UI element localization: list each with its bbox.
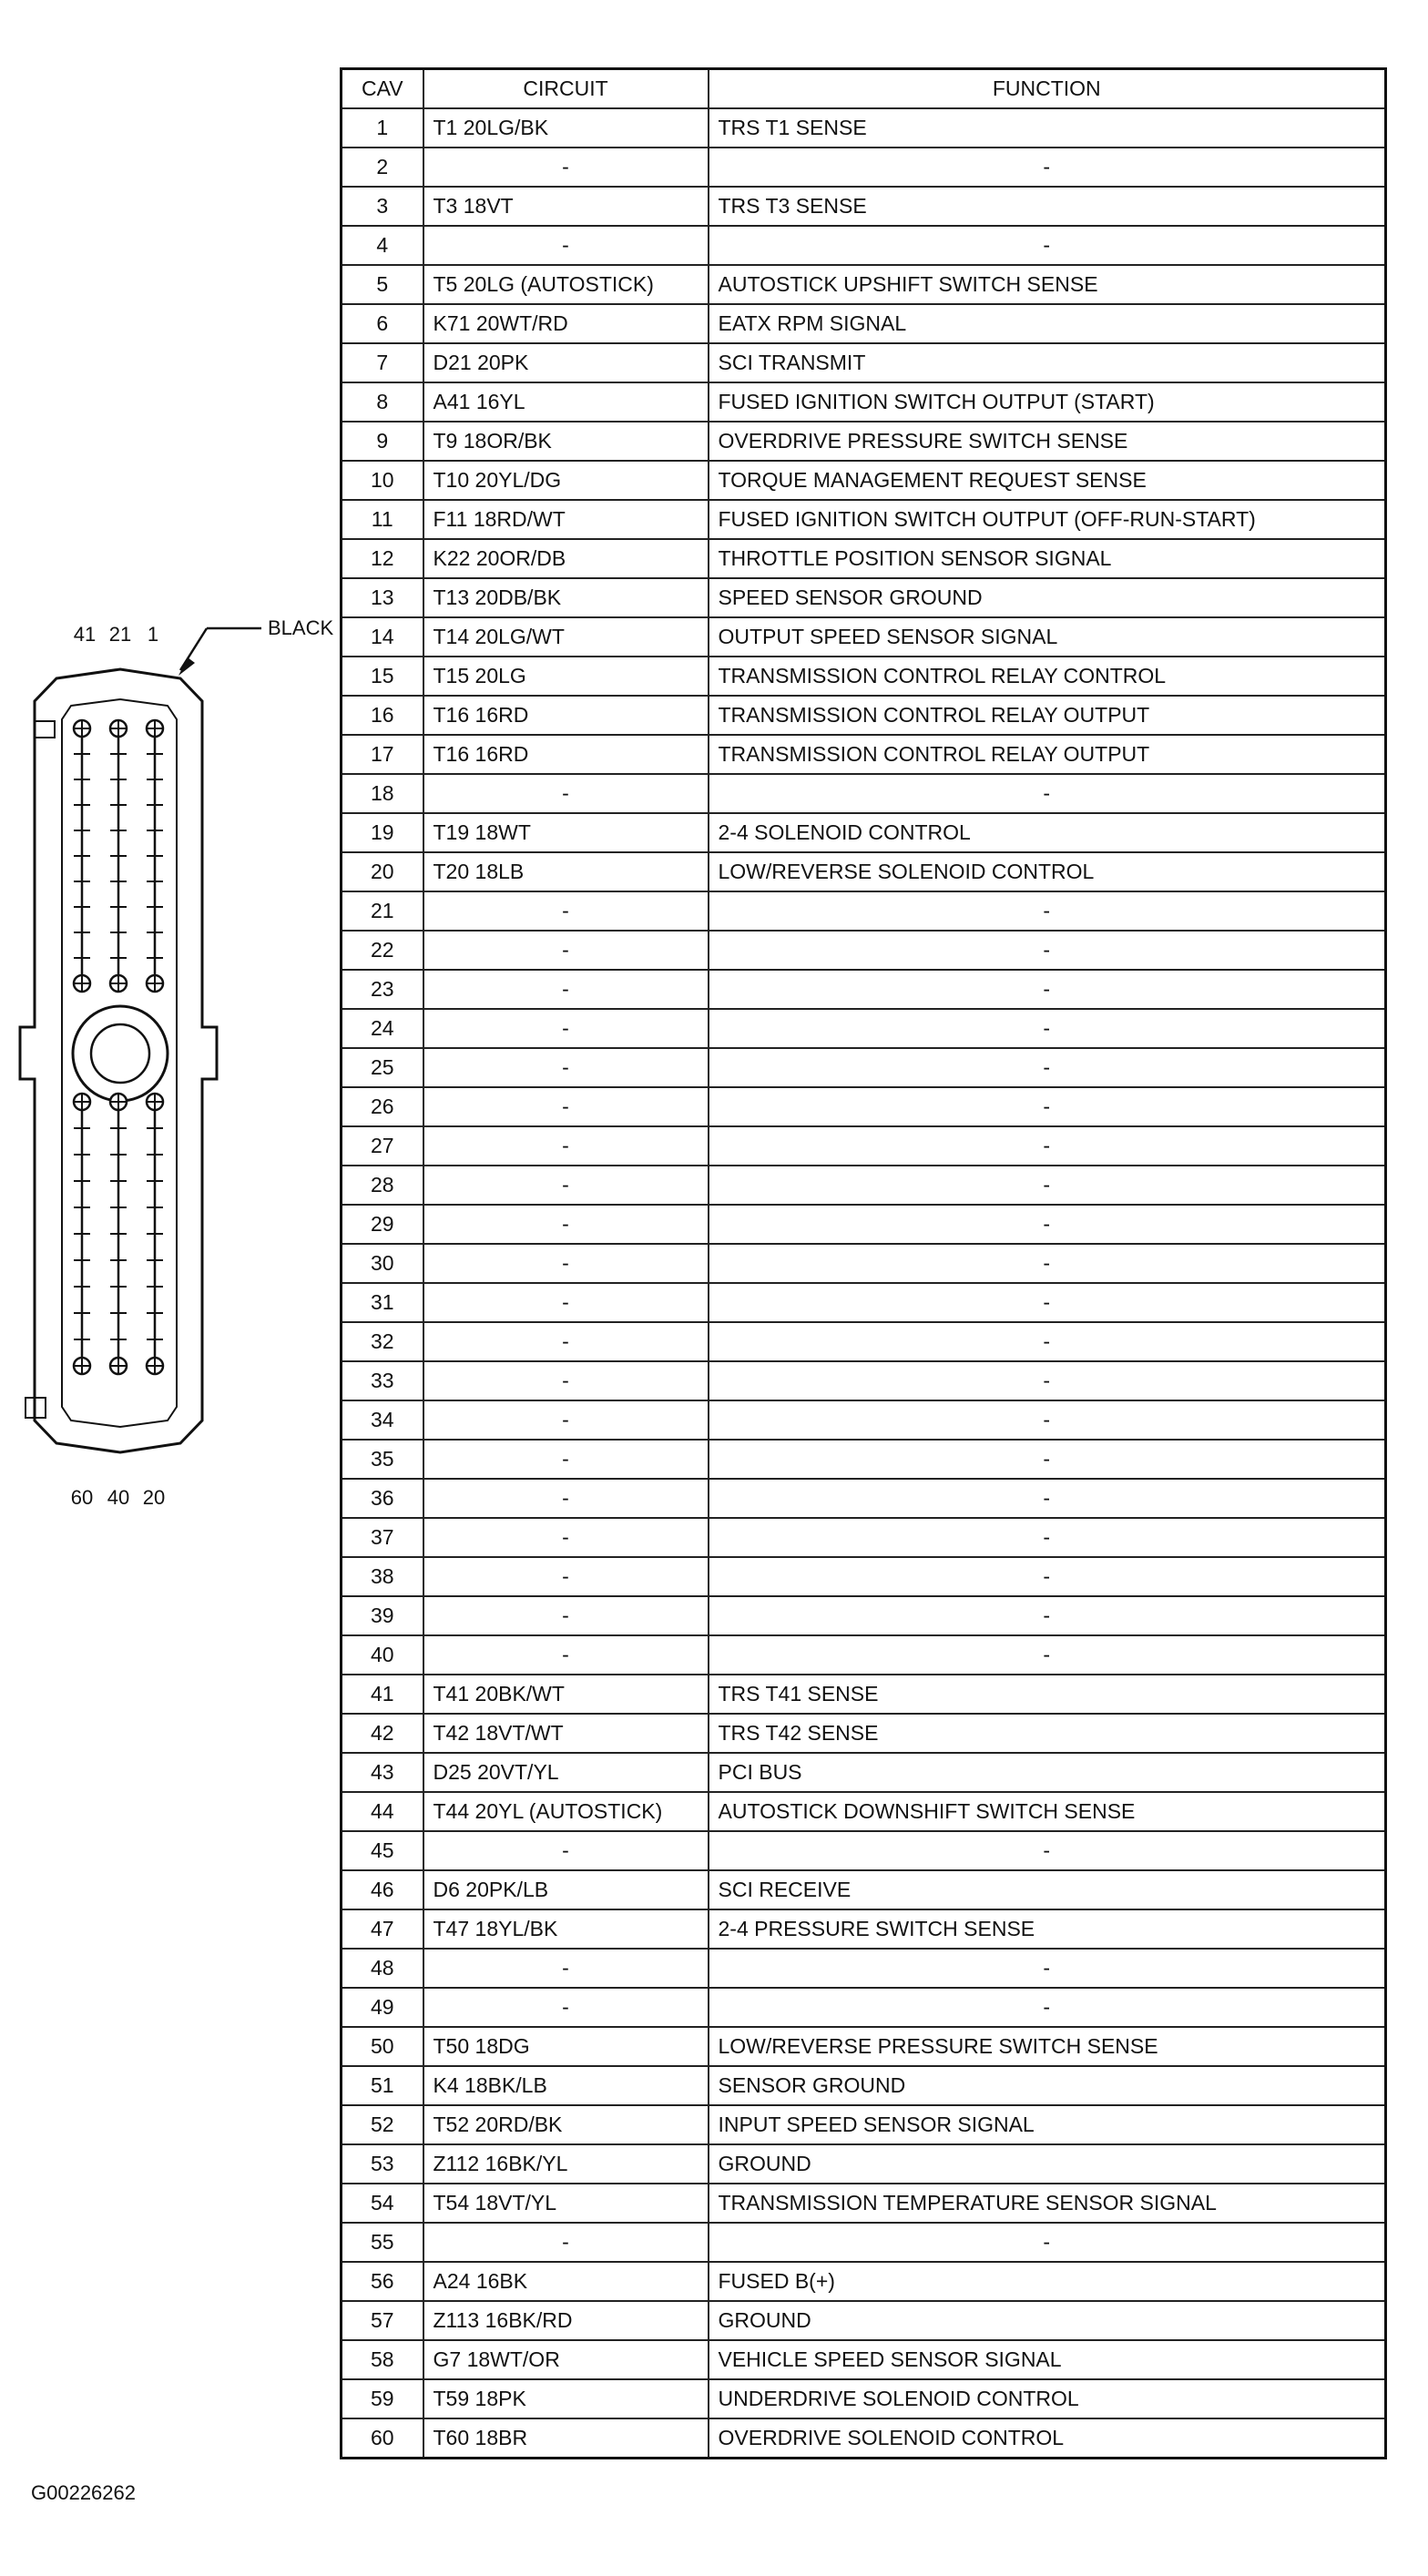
circuit-cell: - — [423, 148, 709, 187]
figure-id: G00226262 — [31, 2481, 136, 2504]
table-row — [342, 1831, 1386, 1870]
table-row — [342, 1675, 1386, 1714]
function-cell: - — [709, 1322, 1386, 1361]
table-row — [342, 1244, 1386, 1283]
function-cell: PCI BUS — [709, 1753, 1386, 1792]
function-cell: - — [709, 774, 1386, 813]
circuit-cell: - — [423, 1400, 709, 1440]
cav-cell: 33 — [342, 1361, 423, 1400]
cav-cell: 14 — [342, 617, 423, 657]
function-cell: OVERDRIVE SOLENOID CONTROL — [709, 2418, 1386, 2459]
pin-number-41: 41 — [73, 623, 97, 646]
function-cell: GROUND — [709, 2301, 1386, 2340]
circuit-cell: - — [423, 1596, 709, 1635]
function-cell: - — [709, 931, 1386, 970]
cav-cell: 20 — [342, 852, 423, 891]
function-cell: - — [709, 2223, 1386, 2262]
function-cell: TRS T41 SENSE — [709, 1675, 1386, 1714]
circuit-cell: - — [423, 931, 709, 970]
table-row — [342, 539, 1386, 578]
center-bolt-boss — [73, 1006, 168, 1101]
table-row — [342, 774, 1386, 813]
table-row — [342, 1166, 1386, 1205]
cav-cell: 7 — [342, 343, 423, 382]
cav-cell: 5 — [342, 265, 423, 304]
table-row — [342, 1635, 1386, 1675]
cav-cell: 58 — [342, 2340, 423, 2379]
function-cell: TRANSMISSION TEMPERATURE SENSOR SIGNAL — [709, 2184, 1386, 2223]
circuit-cell: - — [423, 970, 709, 1009]
leader-arrowhead — [178, 657, 195, 676]
table-row — [342, 343, 1386, 382]
cav-cell: 17 — [342, 735, 423, 774]
function-cell: SENSOR GROUND — [709, 2066, 1386, 2105]
cav-cell: 54 — [342, 2184, 423, 2223]
circuit-cell: Z113 16BK/RD — [423, 2301, 709, 2340]
table-row — [342, 2301, 1386, 2340]
cav-cell: 42 — [342, 1714, 423, 1753]
circuit-cell: - — [423, 1440, 709, 1479]
table-row — [342, 1400, 1386, 1440]
cav-cell: 21 — [342, 891, 423, 931]
circuit-cell: T47 18YL/BK — [423, 1909, 709, 1949]
cav-cell: 11 — [342, 500, 423, 539]
cav-cell: 34 — [342, 1400, 423, 1440]
table-row — [342, 422, 1386, 461]
function-cell: 2-4 PRESSURE SWITCH SENSE — [709, 1909, 1386, 1949]
function-cell: - — [709, 226, 1386, 265]
header-cav: CAV — [342, 69, 423, 109]
cav-cell: 50 — [342, 2027, 423, 2066]
circuit-cell: T19 18WT — [423, 813, 709, 852]
pin-number-40: 40 — [107, 1486, 130, 1509]
function-cell: - — [709, 1244, 1386, 1283]
pin-number-1: 1 — [147, 623, 159, 646]
function-cell: LOW/REVERSE SOLENOID CONTROL — [709, 852, 1386, 891]
table-row — [342, 226, 1386, 265]
function-cell: AUTOSTICK UPSHIFT SWITCH SENSE — [709, 265, 1386, 304]
pinout-table — [340, 67, 1387, 2459]
cav-cell: 36 — [342, 1479, 423, 1518]
function-cell: TRS T42 SENSE — [709, 1714, 1386, 1753]
function-cell: FUSED B(+) — [709, 2262, 1386, 2301]
function-cell: - — [709, 1048, 1386, 1087]
header-function: FUNCTION — [709, 69, 1386, 109]
circuit-cell: - — [423, 2223, 709, 2262]
table-row — [342, 1479, 1386, 1518]
table-row — [342, 970, 1386, 1009]
cav-cell: 39 — [342, 1596, 423, 1635]
table-row — [342, 2418, 1386, 2459]
table-row — [342, 2340, 1386, 2379]
cav-cell: 38 — [342, 1557, 423, 1596]
cav-cell: 51 — [342, 2066, 423, 2105]
function-cell: THROTTLE POSITION SENSOR SIGNAL — [709, 539, 1386, 578]
table-row — [342, 1048, 1386, 1087]
function-cell: OVERDRIVE PRESSURE SWITCH SENSE — [709, 422, 1386, 461]
function-cell: SCI RECEIVE — [709, 1870, 1386, 1909]
circuit-cell: - — [423, 1479, 709, 1518]
table-row — [342, 1988, 1386, 2027]
circuit-cell: - — [423, 891, 709, 931]
cav-cell: 23 — [342, 970, 423, 1009]
table-row — [342, 696, 1386, 735]
circuit-cell: D21 20PK — [423, 343, 709, 382]
cav-cell: 15 — [342, 657, 423, 696]
table-row — [342, 500, 1386, 539]
circuit-cell: D25 20VT/YL — [423, 1753, 709, 1792]
table-row — [342, 813, 1386, 852]
table-row — [342, 2066, 1386, 2105]
function-cell: TRANSMISSION CONTROL RELAY CONTROL — [709, 657, 1386, 696]
circuit-cell: T15 20LG — [423, 657, 709, 696]
circuit-cell: T20 18LB — [423, 852, 709, 891]
table-row — [342, 1087, 1386, 1126]
table-row — [342, 461, 1386, 500]
cav-cell: 30 — [342, 1244, 423, 1283]
circuit-cell: T50 18DG — [423, 2027, 709, 2066]
function-cell: - — [709, 1988, 1386, 2027]
cav-cell: 25 — [342, 1048, 423, 1087]
circuit-cell: T44 20YL (AUTOSTICK) — [423, 1792, 709, 1831]
circuit-cell: T5 20LG (AUTOSTICK) — [423, 265, 709, 304]
cav-cell: 44 — [342, 1792, 423, 1831]
circuit-cell: - — [423, 1244, 709, 1283]
circuit-cell: T13 20DB/BK — [423, 578, 709, 617]
cav-cell: 53 — [342, 2144, 423, 2184]
circuit-cell: - — [423, 1087, 709, 1126]
circuit-cell: T1 20LG/BK — [423, 108, 709, 148]
circuit-cell: F11 18RD/WT — [423, 500, 709, 539]
cav-cell: 45 — [342, 1831, 423, 1870]
function-cell: - — [709, 1831, 1386, 1870]
function-cell: - — [709, 891, 1386, 931]
table-row — [342, 148, 1386, 187]
table-row — [342, 1557, 1386, 1596]
circuit-cell: K4 18BK/LB — [423, 2066, 709, 2105]
function-cell: - — [709, 1361, 1386, 1400]
table-row — [342, 1518, 1386, 1557]
function-cell: GROUND — [709, 2144, 1386, 2184]
function-cell: - — [709, 1166, 1386, 1205]
cav-cell: 35 — [342, 1440, 423, 1479]
table-row — [342, 2184, 1386, 2223]
table-row — [342, 1870, 1386, 1909]
function-cell: - — [709, 1087, 1386, 1126]
table-row — [342, 735, 1386, 774]
cav-cell: 31 — [342, 1283, 423, 1322]
table-row — [342, 2144, 1386, 2184]
cav-cell: 9 — [342, 422, 423, 461]
circuit-cell: D6 20PK/LB — [423, 1870, 709, 1909]
cav-cell: 22 — [342, 931, 423, 970]
circuit-cell: - — [423, 1635, 709, 1675]
function-cell: TORQUE MANAGEMENT REQUEST SENSE — [709, 461, 1386, 500]
circuit-cell: K22 20OR/DB — [423, 539, 709, 578]
function-cell: 2-4 SOLENOID CONTROL — [709, 813, 1386, 852]
function-cell: TRANSMISSION CONTROL RELAY OUTPUT — [709, 735, 1386, 774]
function-cell: SCI TRANSMIT — [709, 343, 1386, 382]
table-row — [342, 657, 1386, 696]
cav-cell: 19 — [342, 813, 423, 852]
function-cell: - — [709, 1479, 1386, 1518]
cav-cell: 37 — [342, 1518, 423, 1557]
table-row — [342, 1361, 1386, 1400]
table-row — [342, 1596, 1386, 1635]
function-cell: FUSED IGNITION SWITCH OUTPUT (OFF-RUN-START) — [709, 500, 1386, 539]
cav-cell: 16 — [342, 696, 423, 735]
circuit-cell: T59 18PK — [423, 2379, 709, 2418]
function-cell: - — [709, 1440, 1386, 1479]
table-row — [342, 1205, 1386, 1244]
cav-cell: 6 — [342, 304, 423, 343]
function-cell: INPUT SPEED SENSOR SIGNAL — [709, 2105, 1386, 2144]
function-cell: LOW/REVERSE PRESSURE SWITCH SENSE — [709, 2027, 1386, 2066]
circuit-cell: - — [423, 1361, 709, 1400]
table-row — [342, 931, 1386, 970]
function-cell: SPEED SENSOR GROUND — [709, 578, 1386, 617]
circuit-cell: - — [423, 774, 709, 813]
pin-number-21: 21 — [108, 623, 132, 646]
cav-cell: 55 — [342, 2223, 423, 2262]
function-cell: - — [709, 1205, 1386, 1244]
cav-cell: 4 — [342, 226, 423, 265]
table-row — [342, 304, 1386, 343]
cav-cell: 56 — [342, 2262, 423, 2301]
circuit-cell: T16 16RD — [423, 735, 709, 774]
table-row — [342, 617, 1386, 657]
table-row — [342, 1440, 1386, 1479]
circuit-cell: - — [423, 226, 709, 265]
cav-cell: 46 — [342, 1870, 423, 1909]
cav-cell: 28 — [342, 1166, 423, 1205]
function-cell: TRS T3 SENSE — [709, 187, 1386, 226]
cav-cell: 60 — [342, 2418, 423, 2459]
function-cell: - — [709, 1596, 1386, 1635]
table-row — [342, 1792, 1386, 1831]
table-row — [342, 1753, 1386, 1792]
circuit-cell: T10 20YL/DG — [423, 461, 709, 500]
table-row — [342, 1949, 1386, 1988]
table-row — [342, 1126, 1386, 1166]
circuit-cell: - — [423, 1205, 709, 1244]
circuit-cell: T42 18VT/WT — [423, 1714, 709, 1753]
function-cell: - — [709, 1283, 1386, 1322]
circuit-cell: G7 18WT/OR — [423, 2340, 709, 2379]
cav-cell: 3 — [342, 187, 423, 226]
circuit-cell: - — [423, 1988, 709, 2027]
cav-cell: 10 — [342, 461, 423, 500]
table-row — [342, 265, 1386, 304]
function-cell: OUTPUT SPEED SENSOR SIGNAL — [709, 617, 1386, 657]
cav-cell: 26 — [342, 1087, 423, 1126]
table-body — [342, 108, 1386, 2459]
circuit-cell: T14 20LG/WT — [423, 617, 709, 657]
table-row — [342, 187, 1386, 226]
table-row — [342, 2223, 1386, 2262]
table-row — [342, 2105, 1386, 2144]
cav-cell: 29 — [342, 1205, 423, 1244]
cav-cell: 1 — [342, 108, 423, 148]
cav-cell: 47 — [342, 1909, 423, 1949]
cav-cell: 57 — [342, 2301, 423, 2340]
table-row — [342, 578, 1386, 617]
function-cell: - — [709, 1400, 1386, 1440]
table-row — [342, 852, 1386, 891]
function-cell: - — [709, 1557, 1386, 1596]
table-row — [342, 1322, 1386, 1361]
circuit-cell: - — [423, 1283, 709, 1322]
cav-cell: 12 — [342, 539, 423, 578]
function-cell: VEHICLE SPEED SENSOR SIGNAL — [709, 2340, 1386, 2379]
cav-cell: 40 — [342, 1635, 423, 1675]
circuit-cell: A24 16BK — [423, 2262, 709, 2301]
table-row — [342, 108, 1386, 148]
circuit-cell: A41 16YL — [423, 382, 709, 422]
circuit-cell: - — [423, 1949, 709, 1988]
circuit-cell: - — [423, 1831, 709, 1870]
table-row — [342, 2262, 1386, 2301]
circuit-cell: T41 20BK/WT — [423, 1675, 709, 1714]
cav-cell: 18 — [342, 774, 423, 813]
circuit-cell: - — [423, 1048, 709, 1087]
circuit-cell: - — [423, 1557, 709, 1596]
circuit-cell: - — [423, 1518, 709, 1557]
cav-cell: 27 — [342, 1126, 423, 1166]
table-row — [342, 1714, 1386, 1753]
function-cell: TRANSMISSION CONTROL RELAY OUTPUT — [709, 696, 1386, 735]
pin-number-20: 20 — [142, 1486, 166, 1509]
function-cell: - — [709, 1009, 1386, 1048]
cav-cell: 2 — [342, 148, 423, 187]
function-cell: - — [709, 1518, 1386, 1557]
cav-cell: 49 — [342, 1988, 423, 2027]
circuit-cell: - — [423, 1322, 709, 1361]
connector-color-label: BLACK — [268, 616, 334, 639]
circuit-cell: T52 20RD/BK — [423, 2105, 709, 2144]
pin-number-60: 60 — [70, 1486, 94, 1509]
circuit-cell: T54 18VT/YL — [423, 2184, 709, 2223]
circuit-cell: T60 18BR — [423, 2418, 709, 2459]
function-cell: - — [709, 1126, 1386, 1166]
table-header-row — [342, 69, 1386, 109]
function-cell: EATX RPM SIGNAL — [709, 304, 1386, 343]
table-row — [342, 1009, 1386, 1048]
function-cell: TRS T1 SENSE — [709, 108, 1386, 148]
table-row — [342, 1283, 1386, 1322]
circuit-cell: K71 20WT/RD — [423, 304, 709, 343]
table-row — [342, 2379, 1386, 2418]
cav-cell: 32 — [342, 1322, 423, 1361]
table-row — [342, 891, 1386, 931]
function-cell: FUSED IGNITION SWITCH OUTPUT (START) — [709, 382, 1386, 422]
cav-cell: 41 — [342, 1675, 423, 1714]
table-row — [342, 1909, 1386, 1949]
function-cell: - — [709, 1635, 1386, 1675]
cav-cell: 48 — [342, 1949, 423, 1988]
circuit-cell: - — [423, 1166, 709, 1205]
cav-cell: 13 — [342, 578, 423, 617]
circuit-cell: - — [423, 1126, 709, 1166]
function-cell: - — [709, 970, 1386, 1009]
cav-cell: 8 — [342, 382, 423, 422]
table-row — [342, 2027, 1386, 2066]
function-cell: AUTOSTICK DOWNSHIFT SWITCH SENSE — [709, 1792, 1386, 1831]
cav-cell: 52 — [342, 2105, 423, 2144]
circuit-cell: T9 18OR/BK — [423, 422, 709, 461]
table-row — [342, 382, 1386, 422]
circuit-cell: - — [423, 1009, 709, 1048]
cav-cell: 59 — [342, 2379, 423, 2418]
circuit-cell: T16 16RD — [423, 696, 709, 735]
cav-cell: 24 — [342, 1009, 423, 1048]
header-circuit: CIRCUIT — [423, 69, 709, 109]
function-cell: UNDERDRIVE SOLENOID CONTROL — [709, 2379, 1386, 2418]
cav-cell: 43 — [342, 1753, 423, 1792]
function-cell: - — [709, 148, 1386, 187]
connector-diagram — [0, 0, 346, 1548]
circuit-cell: T3 18VT — [423, 187, 709, 226]
circuit-cell: Z112 16BK/YL — [423, 2144, 709, 2184]
function-cell: - — [709, 1949, 1386, 1988]
